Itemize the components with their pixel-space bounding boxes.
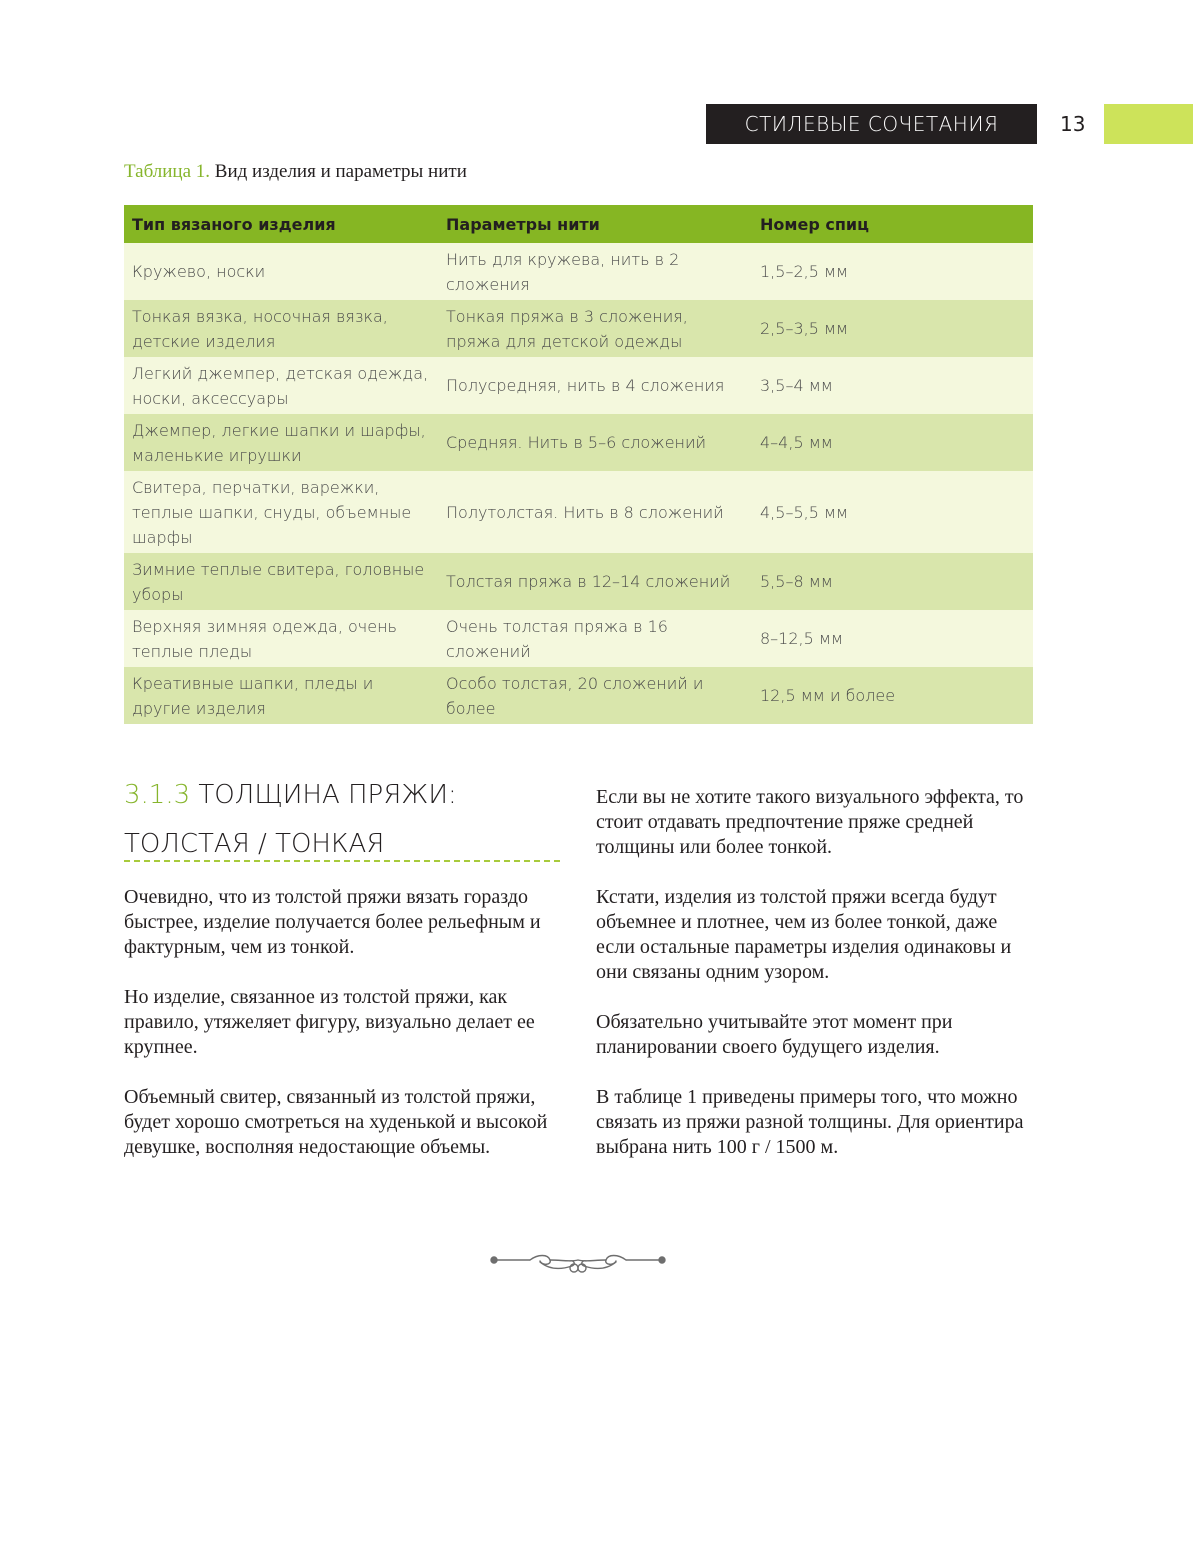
section-number: 3.1.3: [124, 780, 191, 810]
running-header-title: СТИЛЕВЫЕ СОЧЕТАНИЯ: [744, 112, 999, 136]
section-title: ТОЛЩИНА ПРЯЖИ:: [198, 780, 457, 810]
section-heading: [124, 778, 457, 812]
table-row: [124, 553, 1033, 610]
right-text-column: [596, 785, 1041, 1185]
table-cell: 4–4,5 мм: [752, 414, 1033, 471]
table-cell: 5,5–8 мм: [752, 553, 1033, 610]
divider-ornament-icon: [490, 1248, 666, 1278]
table-cell: Верхняя зимняя одежда, очень теплые пледы: [124, 610, 438, 667]
running-header: [706, 104, 1037, 144]
paragraph: Но изделие, связанное из толстой пряжи, как правило, утяжеляет фигуру, визуально делает ее крупнее.: [124, 986, 535, 1058]
table-cell: Креативные шапки, пледы и другие изделия: [124, 667, 438, 724]
table-row: [124, 243, 1033, 300]
table-cell: Полутолстая. Нить в 8 сложений: [438, 471, 752, 553]
table-cell: 8–12,5 мм: [752, 610, 1033, 667]
table-header-cell: Номер спиц: [752, 205, 1033, 243]
table-row: [124, 610, 1033, 667]
paragraph: Объемный свитер, связанный из толстой пряжи, будет хорошо смотреться на худенькой и высокой девушке, восполняя недостающие объемы.: [124, 1086, 548, 1158]
paragraph: В таблице 1 приведены примеры того, что можно связать из пряжи разной толщины. Для ориентира выбрана нить 100 г / 1500 м.: [596, 1086, 1024, 1158]
table-header-cell: Параметры нити: [438, 205, 752, 243]
table-cell: Нить для кружева, нить в 2 сложения: [438, 243, 752, 300]
table-cell: 3,5–4 мм: [752, 357, 1033, 414]
table-row: [124, 667, 1033, 724]
left-text-column: [124, 885, 569, 1185]
table-cell: Тонкая вязка, носочная вязка, детские изделия: [124, 300, 438, 357]
table-caption-text: Вид изделия и параметры нити: [214, 161, 467, 182]
table-cell: Тонкая пряжа в 3 сложения, пряжа для детской одежды: [438, 300, 752, 357]
table-cell: Очень толстая пряжа в 16 сложений: [438, 610, 752, 667]
table-row: [124, 300, 1033, 357]
yarn-table: [124, 205, 1033, 724]
table-row: [124, 357, 1033, 414]
accent-block: [1104, 104, 1193, 144]
table-row: [124, 414, 1033, 471]
paragraph: Если вы не хотите такого визуального эффекта, то стоит отдавать предпочтение пряже средней толщины или более тонкой.: [596, 786, 1024, 858]
table-caption: [124, 160, 467, 184]
page-number: 13: [1060, 112, 1086, 136]
table-cell: Полусредняя, нить в 4 сложения: [438, 357, 752, 414]
table-cell: 4,5–5,5 мм: [752, 471, 1033, 553]
table-cell: Зимние теплые свитера, головные уборы: [124, 553, 438, 610]
table-caption-label: Таблица 1.: [124, 161, 211, 182]
table-cell: Кружево, носки: [124, 243, 438, 300]
section-subtitle: ТОЛСТАЯ / ТОНКАЯ: [124, 828, 560, 862]
table-cell: Средняя. Нить в 5–6 сложений: [438, 414, 752, 471]
table-cell: Особо толстая, 20 сложений и более: [438, 667, 752, 724]
table-row: [124, 471, 1033, 553]
table-cell: Толстая пряжа в 12–14 сложений: [438, 553, 752, 610]
table-header-cell: Тип вязаного изделия: [124, 205, 438, 243]
table-header-row: [124, 205, 1033, 243]
table-cell: 1,5–2,5 мм: [752, 243, 1033, 300]
paragraph: Обязательно учитывайте этот момент при планировании своего будущего изделия.: [596, 1011, 953, 1058]
paragraph: Кстати, изделия из толстой пряжи всегда будут объемнее и плотнее, чем из более тонкой, даже если остальные параметры изделия одинаковы и они связаны одним узором.: [596, 886, 1012, 983]
table-cell: Легкий джемпер, детская одежда, носки, аксессуары: [124, 357, 438, 414]
table-cell: 2,5–3,5 мм: [752, 300, 1033, 357]
table-cell: 12,5 мм и более: [752, 667, 1033, 724]
paragraph: Очевидно, что из толстой пряжи вязать гораздо быстрее, изделие получается более рельефным и фактурным, чем из тонкой.: [124, 886, 541, 958]
table-cell: Джемпер, легкие шапки и шарфы, маленькие игрушки: [124, 414, 438, 471]
table-cell: Свитера, перчатки, варежки, теплые шапки, снуды, объемные шарфы: [124, 471, 438, 553]
